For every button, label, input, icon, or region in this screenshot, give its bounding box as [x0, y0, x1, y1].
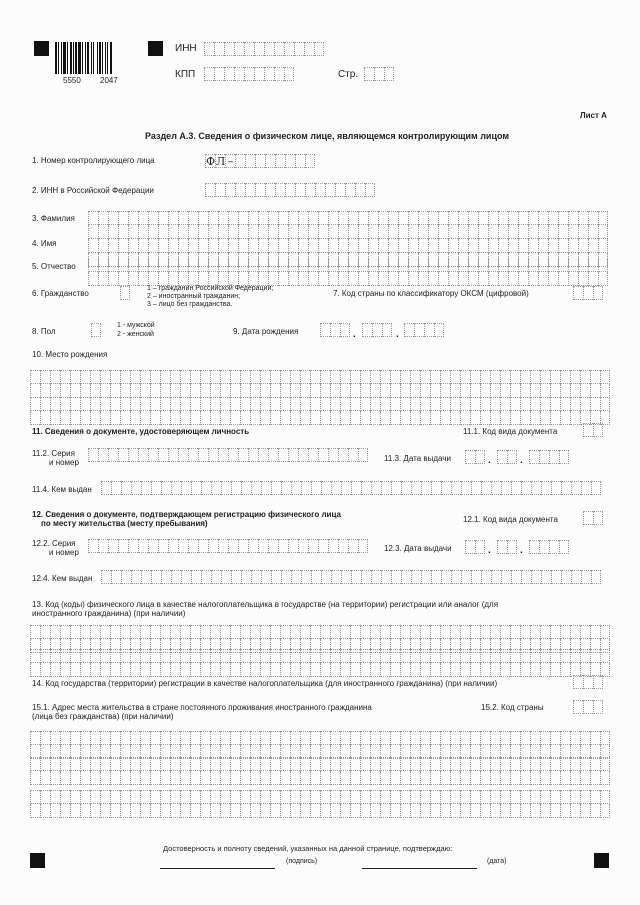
- barcode-number-right: 2047: [100, 76, 118, 85]
- sex-option-1: 1 - мужской: [117, 322, 155, 329]
- registration-document-label-1: 12. Сведения о документе, подтверждающем регистрацию физического лица: [32, 510, 341, 519]
- citizenship-label: 6. Гражданство: [32, 289, 89, 298]
- surname-cells-row1[interactable]: [88, 211, 608, 225]
- surname-cells-row2[interactable]: [88, 225, 608, 239]
- corner-marker-bottom-right: [594, 853, 609, 868]
- citizenship-option-3: 3 – лицо без гражданства.: [147, 301, 233, 308]
- birth-place-row4[interactable]: [30, 411, 610, 425]
- confirm-text: Достоверность и полноту сведений, указанных на данной странице, подтверждаю:: [163, 844, 453, 853]
- id-series-label-2: и номер: [49, 458, 79, 467]
- section-title: Раздел А.3. Сведения о физическом лице, являющемся контролирующим лицом: [145, 131, 510, 141]
- id-issued-by-label: 11.4. Кем выдан: [32, 485, 92, 494]
- birth-place-label: 10. Место рождения: [32, 350, 108, 359]
- foreign-address-label-2: (лица без гражданства) (при наличии): [32, 712, 174, 721]
- date-line[interactable]: [362, 868, 477, 869]
- barcode-number-left: 5550: [63, 76, 81, 85]
- citizenship-option-2: 2 – иностранный гражданин;: [147, 293, 241, 300]
- foreign-country-code-label: 15.2. Код страны: [481, 703, 544, 712]
- registration-series-cells[interactable]: [88, 539, 368, 553]
- signature-line[interactable]: [160, 868, 275, 869]
- registration-issue-date-label: 12.3. Дата выдачи: [384, 544, 452, 553]
- birth-year-cells[interactable]: [404, 323, 444, 337]
- id-issue-date-label: 11.3. Дата выдачи: [384, 454, 451, 463]
- registration-series-label-2: и номер: [49, 548, 79, 557]
- foreign-address-row5[interactable]: [30, 790, 610, 804]
- birth-date-label: 9. Дата рождения: [233, 327, 299, 336]
- corner-marker-bottom-left: [30, 853, 45, 868]
- foreign-country-code-cells[interactable]: [573, 700, 603, 714]
- kpp-cells[interactable]: [204, 67, 294, 81]
- registration-issued-by-label: 12.4. Кем выдан: [32, 574, 93, 583]
- registration-issue-year-cells[interactable]: [529, 540, 569, 554]
- registration-issue-month-cells[interactable]: [497, 540, 517, 554]
- registration-document-type-cells[interactable]: [583, 511, 603, 525]
- foreign-address-row4[interactable]: [30, 771, 610, 785]
- patronymic-label: 5. Отчество: [32, 262, 76, 271]
- birth-month-cells[interactable]: [362, 323, 392, 337]
- id-issued-by-cells[interactable]: [101, 481, 601, 495]
- registration-country-code-label: 14. Код государства (территории) регистрации в качестве налогоплательщика (для иностранного гражданина) (при наличии): [32, 679, 498, 688]
- foreign-address-label-1: 15.1. Адрес места жительства в стране постоянного проживания иностранного гражданина: [32, 703, 372, 712]
- controlling-person-number-label: 1. Номер контролирующего лица: [32, 156, 155, 165]
- birth-day-cells[interactable]: [320, 323, 350, 337]
- id-issue-month-cells[interactable]: [497, 450, 517, 464]
- registration-document-label-2: по месту жительства (месту пребывания): [41, 519, 208, 528]
- patronymic-cells-row1[interactable]: [88, 258, 608, 272]
- prefix-char-1: Ф: [206, 155, 216, 168]
- taxpayer-code-row3[interactable]: [30, 649, 610, 663]
- birth-place-row1[interactable]: [30, 370, 610, 384]
- birth-place-row2[interactable]: [30, 384, 610, 398]
- id-document-type-cells[interactable]: [583, 423, 603, 437]
- country-code-label: 7. Код страны по классификатору ОКСМ (цифровой): [333, 289, 529, 298]
- first-name-cells-row1[interactable]: [88, 239, 608, 253]
- foreign-address-row3[interactable]: [30, 757, 610, 771]
- sex-label: 8. Пол: [32, 327, 56, 336]
- foreign-address-row1[interactable]: [30, 731, 610, 745]
- page-cells[interactable]: [364, 67, 394, 81]
- taxpayer-code-row1[interactable]: [30, 625, 610, 639]
- prefix-char-2: Л: [216, 155, 226, 168]
- prefix-char-3: –: [225, 154, 235, 168]
- inn-cells[interactable]: [204, 42, 324, 56]
- citizenship-cell[interactable]: [120, 286, 130, 300]
- registration-country-code-cells[interactable]: [573, 675, 603, 689]
- surname-label: 3. Фамилия: [32, 214, 75, 223]
- id-series-cells[interactable]: [88, 448, 368, 462]
- inn-russia-cells[interactable]: [205, 183, 375, 197]
- foreign-address-row6[interactable]: [30, 804, 610, 818]
- inn-russia-label: 2. ИНН в Российской Федерации: [32, 186, 154, 195]
- registration-series-label-1: 12.2. Серия: [32, 539, 76, 548]
- taxpayer-code-label-1: 13. Код (коды) физического лица в качестве налогоплательщика в государстве (на территории) регистрации или аналог (для: [32, 600, 499, 609]
- barcode: [55, 42, 139, 74]
- registration-document-type-label: 12.1. Код вида документа: [463, 515, 558, 524]
- id-document-label: 11. Сведения о документе, удостоверяющем личность: [32, 427, 250, 436]
- id-document-type-label: 11.1. Код вида документа: [463, 427, 558, 436]
- sex-cell[interactable]: [91, 323, 101, 337]
- birth-place-row3[interactable]: [30, 397, 610, 411]
- signature-caption: (подпись): [286, 858, 318, 865]
- corner-marker-top-left: [34, 41, 49, 56]
- taxpayer-code-label-2: иностранного гражданина) (при наличии): [32, 609, 186, 618]
- sex-option-2: 2 - женский: [117, 331, 154, 338]
- country-code-cells[interactable]: [573, 286, 603, 300]
- first-name-label: 4. Имя: [32, 239, 57, 248]
- id-series-label-1: 11.2. Серия: [32, 449, 75, 458]
- taxpayer-code-row4[interactable]: [30, 663, 610, 677]
- patronymic-cells-row2[interactable]: [88, 272, 608, 286]
- sheet-label: Лист А: [580, 111, 607, 120]
- page-label: Стр.: [338, 69, 359, 80]
- registration-issued-by-cells[interactable]: [101, 570, 601, 584]
- id-issue-day-cells[interactable]: [465, 450, 485, 464]
- kpp-label: КПП: [175, 69, 196, 80]
- id-issue-year-cells[interactable]: [529, 450, 569, 464]
- corner-marker-top-right: [148, 41, 163, 56]
- citizenship-option-1: 1 – гражданин Российской Федерации;: [147, 285, 274, 292]
- date-caption: (дата): [487, 858, 507, 865]
- controlling-person-number-cells[interactable]: [205, 154, 315, 168]
- inn-label: ИНН: [175, 43, 197, 54]
- registration-issue-day-cells[interactable]: [465, 540, 485, 554]
